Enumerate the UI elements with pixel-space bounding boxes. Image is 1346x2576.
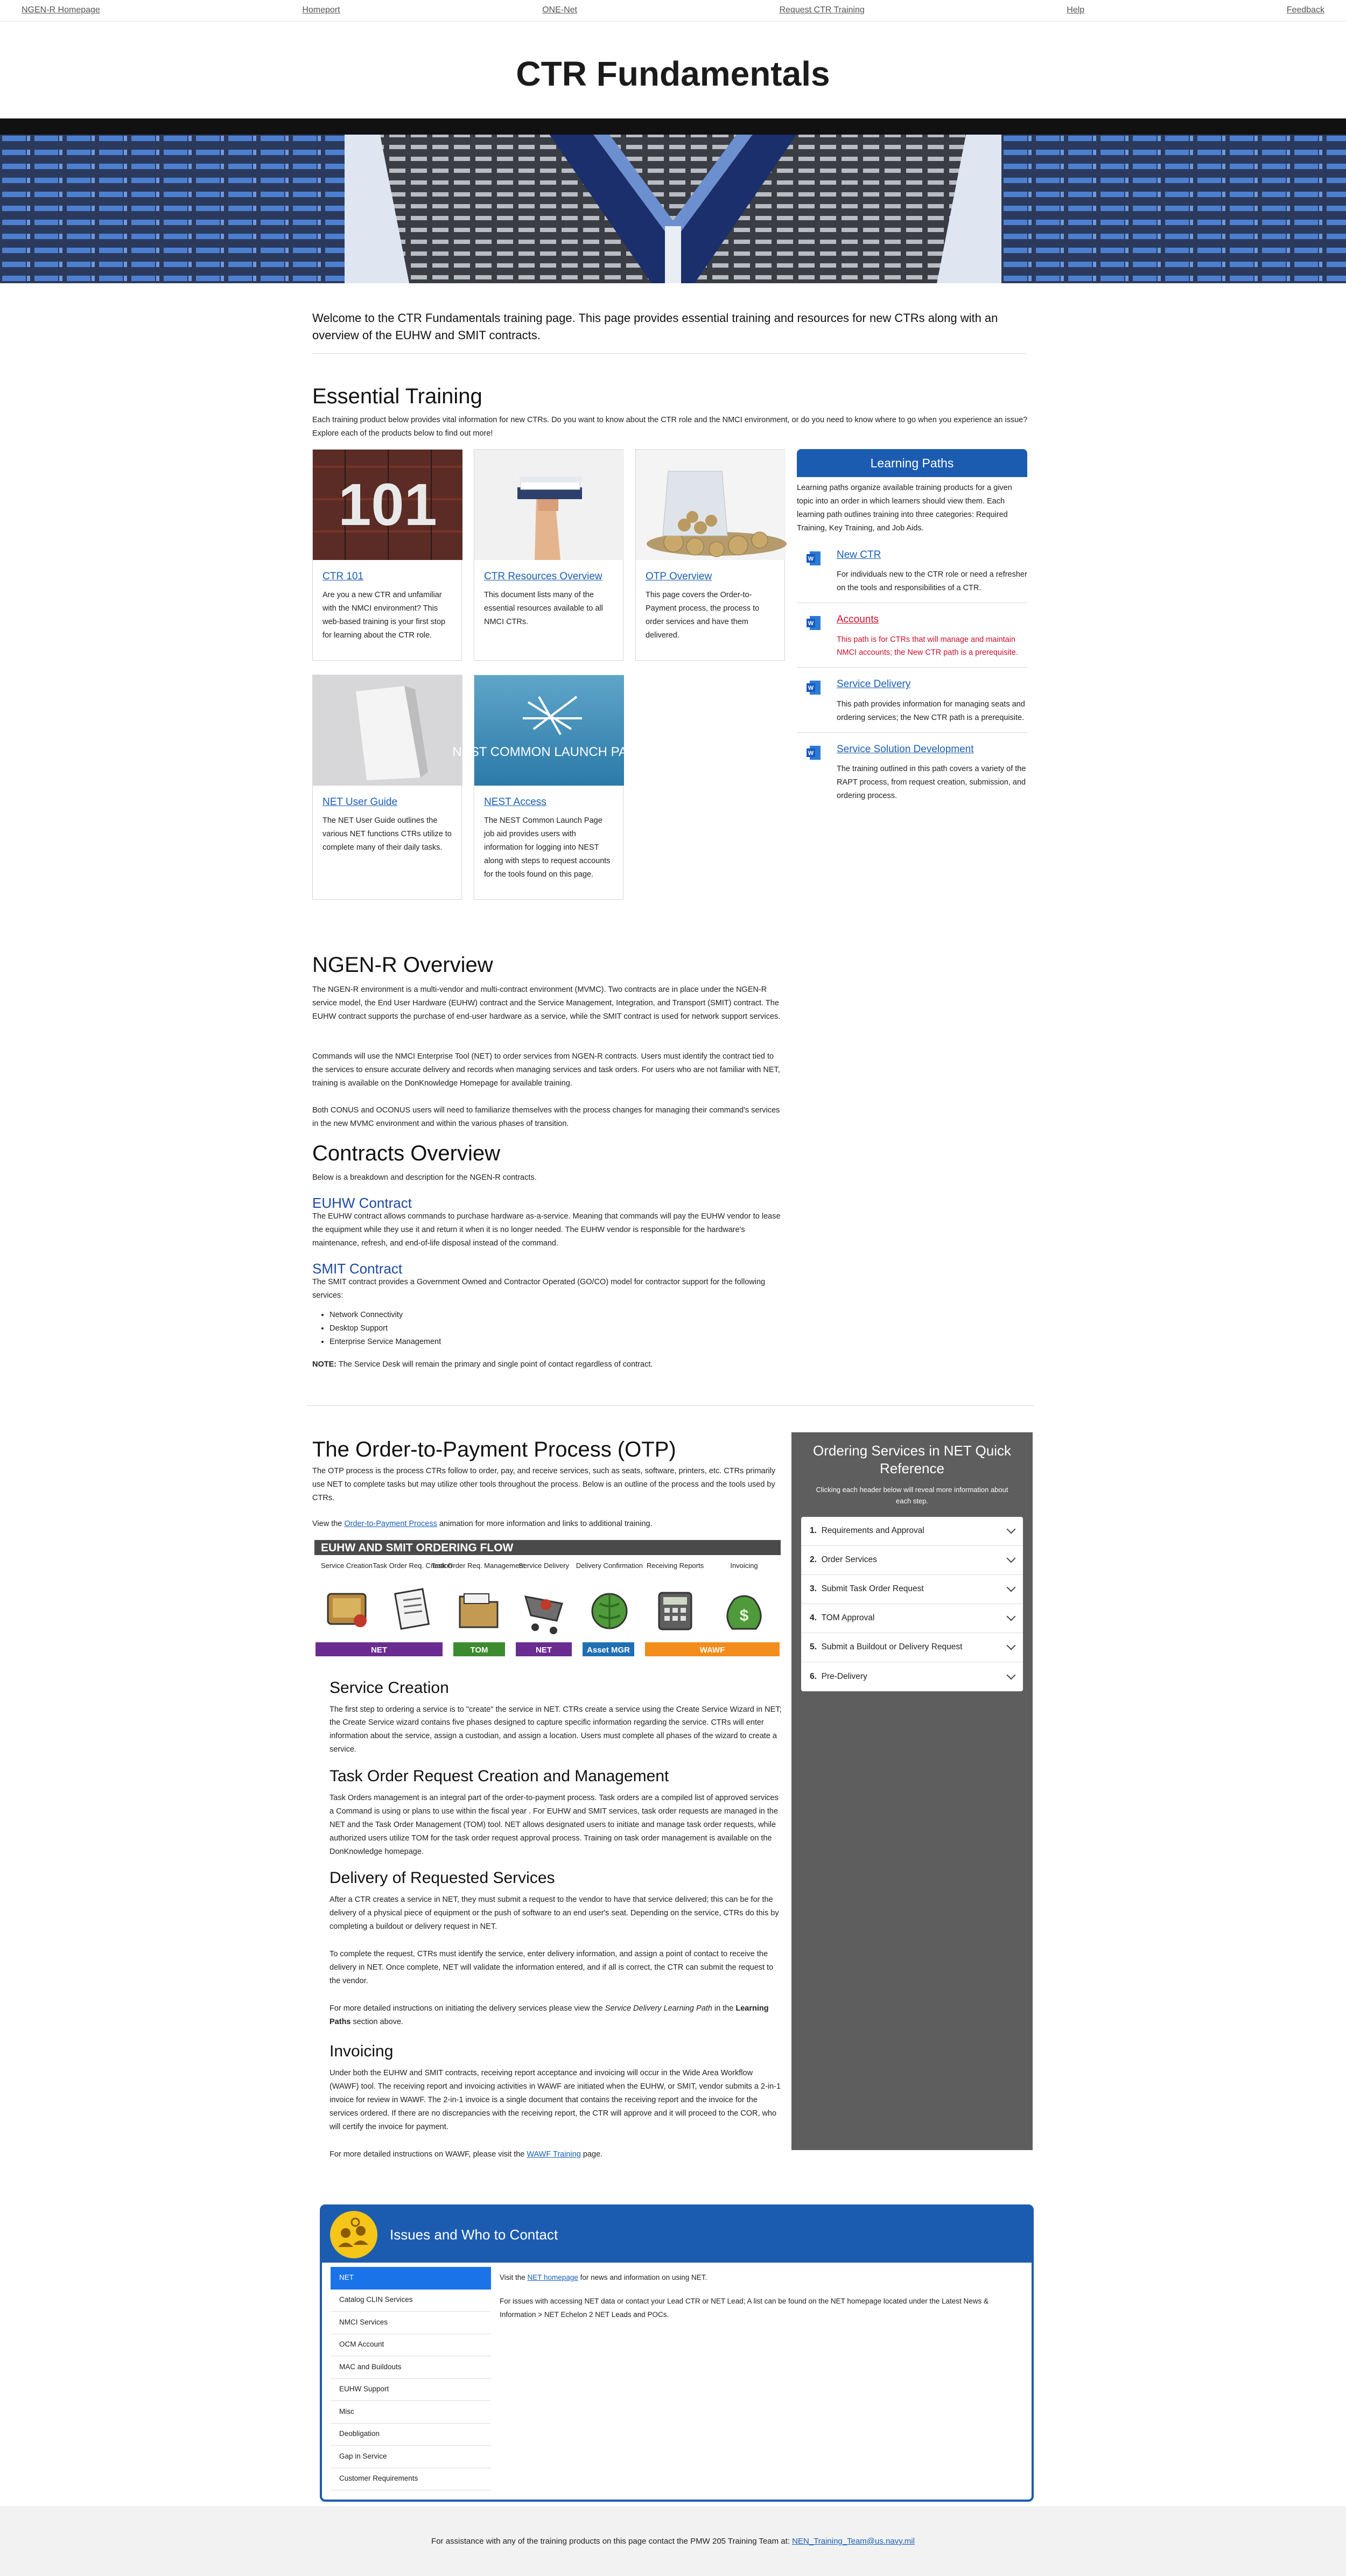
delivery-more-mid: in the [712,2004,736,2013]
ctr-resources-image [474,450,623,560]
euhw-heading: EUHW Contract [312,1195,412,1211]
ngen-overview-p1: The NGEN-R environment is a multi-vendor and multi-contract environment (MVMC). Two contracts are in place under the NGEN-R service model, the End User Hardware (EUHW) contract and the Service Management, Integration, and Transport (SMIT) contract. The EUHW contract supports the purchase of end-user hardware as a service, while the SMIT contract is used for network support services. [312,985,781,1021]
flow-step-label: Service Creation [320,1562,373,1570]
step-label: Submit Task Order Request [821,1584,924,1594]
card-title-otp-overview[interactable]: OTP Overview [646,571,712,582]
divider [307,1405,1034,1406]
accordion-item-buildout[interactable] [801,1633,1023,1662]
delivery-more-post: section above. [350,2017,404,2026]
card-text: This page covers the Order-to-Payment process, the process to order services and have them delivered. [646,591,760,640]
learning-paths-panel [797,449,1027,810]
intro-text: Welcome to the CTR Fundamentals training page. This page provides essential training and resources for new CTRs along with an overview of the EUHW and SMIT contracts. [312,311,998,342]
learning-path-new-ctr[interactable] [797,538,1027,603]
flow-step-label: Receiving Reports [646,1562,704,1570]
tool-label: NET [371,1646,387,1655]
learning-path-text: This path is for CTRs that will manage and maintain NMCI accounts; the New CTR path is a prerequisite. [837,635,1018,657]
note-text: The Service Desk will remain the primary and single point of contact regardless of contract. [338,1360,653,1369]
contact-tab-list [331,2267,491,2490]
chevron-down-icon [1007,1612,1016,1621]
top-nav [0,0,1346,22]
step-num: 6. [810,1671,817,1681]
card-otp-overview[interactable] [635,449,785,661]
card-ctr-101[interactable] [312,449,462,661]
note-label: NOTE: [312,1360,337,1369]
learning-path-title[interactable]: Accounts [837,614,879,626]
tab-mac-buildouts[interactable]: MAC and Buildouts [331,2356,491,2379]
learning-path-service-solution[interactable] [797,733,1027,810]
essential-training-heading: Essential Training [312,384,482,408]
step-label: TOM Approval [821,1613,875,1623]
card-title-ctr-resources[interactable]: CTR Resources Overview [484,571,602,582]
svg-text:W: W [808,685,814,692]
learning-paths-desc: Learning paths organize available training products for a given topic into an order in which learners should view them. Each learning path outlines training into three categories: Required Training, Key Training, and Job Aids. [797,484,1012,533]
smit-heading: SMIT Contract [312,1261,403,1277]
card-nest-access[interactable] [452,675,646,900]
nav-link-help[interactable]: Help [1067,5,1085,15]
flow-step-label: Delivery Confirmation [576,1562,643,1570]
footer-email-link[interactable]: NEN_Training_Team@us.navy.mil [792,2537,915,2546]
word-doc-icon [805,615,822,631]
accordion-item-order-services[interactable] [801,1546,1023,1575]
learning-path-title[interactable]: New CTR [837,549,881,561]
card-title-net-user-guide[interactable]: NET User Guide [323,796,398,808]
word-doc-icon [805,745,822,761]
section-text: After a CTR creates a service in NET, they must submit a request to the vendor to have that service delivered; this can be for the delivery of a physical piece of equipment or the push of software to an end user's seat. Depending on the service, CTRs do this by completing a buildout or delivery request in NET. [330,1895,779,1931]
smit-services-list [330,1308,653,1349]
nav-link-one-net[interactable]: ONE-Net [542,5,577,15]
ngen-overview-p2: Commands will use the NMCI Enterprise Tool (NET) to order services from NGEN-R contracts. Users must identify the contract tied to the services to ensure accurate delivery and records when managing services and task orders. For users who are not familiar with NET, training is available on the DonKnowledge Homepage for available training. [312,1052,780,1088]
section-text: The first step to ordering a service is to "create" the service in NET. CTRs create a service using the Create Service Wizard in NET; the Create Service wizard contains five phases designed to capture specific information regarding the service. CTRs will enter information about the service, assign a custodian, and assign a location. Users must complete all phases of the wizard to create a service. [330,1705,782,1754]
quick-reference-title: Ordering Services in NET Quick Reference [813,1443,1011,1476]
section-title-delivery: Delivery of Requested Services [330,1869,555,1887]
tab-misc[interactable]: Misc [331,2401,491,2424]
flow-step-label: Task Order Req. Creation [373,1562,452,1570]
step-num: 1. [810,1526,817,1536]
contracts-heading: Contracts Overview [312,1142,500,1165]
essential-training-desc: Each training product below provides vital information for new CTRs. Do you want to know about the CTR role and the NMCI environment, or do you need to know where to go when you experience an issue? Explore each of the products below to find out more! [312,416,1028,438]
section-text: Task Orders management is an integral part of the order-to-payment process. Task orders are a compiled list of approved services a Command is using or plans to use within the fiscal year . For EUHW and SMIT services, task order requests are managed in the NET and the Task Order Management (TOM) tool. NET allows designated users to initiate and manage task order requests, while authorized users utilize TOM for the task order request approval process. Training on task order management is available on the DonKnowledge homepage. [330,1793,779,1856]
tab-nmci-services[interactable]: NMCI Services [331,2312,491,2334]
cart-icon [525,1597,562,1634]
nest-image-text: NEST COMMON LAUNCH PAGE [452,745,646,759]
card-ctr-resources[interactable] [474,449,623,661]
contact-panel [320,2204,1034,2502]
people-gears-icon [330,2210,378,2259]
quick-reference-panel [791,1432,1033,2150]
card-net-user-guide[interactable] [312,675,462,900]
step-num: 4. [810,1613,817,1623]
learning-path-accounts[interactable] [797,603,1027,668]
learning-path-text: This path provides information for managing seats and ordering services; the New CTR path is a prerequisite. [837,699,1025,722]
chevron-down-icon [1007,1525,1016,1534]
flow-step-label: Service Delivery [518,1562,569,1570]
card-title-ctr-101[interactable]: CTR 101 [323,571,364,582]
section-title-task-order: Task Order Request Creation and Management [330,1767,669,1786]
footer [0,2506,1346,2576]
quick-reference-desc: Clicking each header below will reveal more information about each step. [816,1486,1008,1505]
section-text: To complete the request, CTRs must identify the service, enter delivery information, and assign a point of contact to receive the delivery in NET. Once complete, NET will validate the information entered, and if all is correct, the CTR can submit the request to the vendor. [330,1949,774,1985]
smit-text: The SMIT contract provides a Government Owned and Contractor Operated (GO/CO) model for contractor support for the following services: [312,1278,766,1300]
hero-banner-image [0,118,1346,283]
euhw-text: The EUHW contract allows commands to purchase hardware as-a-service. Meaning that commands will pay the EUHW vendor to lease the equipment while they use it and return it when it is no longer needed. The EUHW vendor is responsible for the hardware's maintenance, refresh, and end-of-life disposal instead of the command. [312,1212,781,1248]
nav-link-request-training[interactable]: Request CTR Training [779,5,865,15]
page-title: CTR Fundamentals [516,54,830,93]
wawf-pre: For more detailed instructions on WAWF, please visit the [330,2150,527,2159]
otp-view-post: animation for more information and links to additional training. [437,1520,653,1528]
otp-desc: The OTP process is the process CTRs follow to order, pay, and receive services, such as seats, software, printers, etc. CTRs primarily use NET to complete tasks but may utilize other tools throughout the process. Below is an outline of the process and the tools used by CTRs. [312,1467,776,1502]
card-text: The NEST Common Launch Page job aid provides users with information for logging into NEST along with steps to request accounts for the tools found on this page. [484,816,611,879]
word-doc-icon [805,550,822,566]
learning-path-text: For individuals new to the CTR role or need a refresher on the tools and responsibilities of a CTR. [837,570,1027,593]
monitor-icon [328,1594,367,1627]
folder-icon [460,1594,497,1627]
wawf-post: page. [580,2150,603,2159]
section-text: Under both the EUHW and SMIT contracts, receiving report acceptance and invoicing will occur in the Wide Area Workflow (WAWF) tool. The receiving report and invoicing activities in WAWF are initiated when the EUHW, or SMIT, vendor submits a 2-in-1 invoice for review in WAWF. The 2-in-1 invoice is a single document that contains the receiving report and the invoice for the services ordered. If there are no discrepancies with the receiving report, the CTR will approve and it will proceed to the COR, who will certify the invoice for payment. [330,2068,781,2131]
tool-label: TOM [470,1646,488,1655]
card-text: This document lists many of the essential resources available to all NMCI CTRs. [484,591,603,627]
net-user-guide-image [313,675,461,786]
tab-customer-requirements[interactable]: Customer Requirements [331,2468,491,2491]
ngen-overview-heading: NGEN-R Overview [312,953,493,977]
document-icon [395,1589,429,1629]
contracts-note [312,1358,786,1371]
svg-text:$: $ [739,1607,749,1625]
footer-text: For assistance with any of the training products on this page contact the PMW 205 Training Team at: [431,2537,793,2546]
flow-banner: EUHW AND SMIT ORDERING FLOW [321,1542,514,1554]
contact-p1-pre: Visit the [500,2273,528,2281]
chevron-down-icon [1007,1641,1016,1650]
step-num: 5. [810,1642,817,1652]
step-label: Pre-Delivery [821,1671,867,1681]
step-num: 3. [810,1584,817,1594]
otp-overview-image [636,450,784,560]
otp-animation-link[interactable]: Order-to-Payment Process [344,1520,437,1528]
nav-link-ngen-homepage[interactable]: NGEN-R Homepage [22,5,100,15]
calculator-icon [659,1593,691,1629]
nav-link-feedback[interactable]: Feedback [1286,5,1324,15]
otp-view-line [312,1517,786,1531]
money-bag-icon [727,1596,761,1629]
tab-ocm-account[interactable]: OCM Account [331,2334,491,2357]
section-title-service-creation: Service Creation [330,1679,449,1697]
svg-text:W: W [808,620,814,627]
card-text: The NET User Guide outlines the various NET functions CTRs utilize to complete many of their daily tasks. [323,816,452,852]
delivery-more-em: Service Delivery Learning Path [605,2004,712,2013]
nest-access-image [452,675,646,786]
ngen-overview-p3: Both CONUS and OCONUS users will need to familiarize themselves with the process changes for managing their command's services in the new MVMC environment and within the various phases of transition. [312,1106,780,1128]
otp-sections [330,1676,782,2161]
contact-tab-panel [500,2271,1022,2321]
tab-catalog-clin[interactable]: Catalog CLIN Services [331,2290,491,2312]
section-title-invoicing: Invoicing [330,2042,394,2061]
list-item: • Network Connectivity [330,1308,653,1322]
step-label: Requirements and Approval [821,1526,924,1536]
step-num: 2. [810,1555,817,1565]
ordering-flow-diagram [314,1540,781,1671]
tab-gap-in-service[interactable]: Gap in Service [331,2446,491,2468]
flow-step-label: Invoicing [730,1562,758,1570]
chevron-down-icon [1007,1554,1016,1563]
delivery-more-line [330,2002,782,2029]
otp-view-pre: View the [312,1520,345,1528]
step-label: Order Services [821,1555,877,1565]
divider [312,353,1026,354]
ctr-101-image [313,450,461,560]
tool-label: NET [536,1646,552,1655]
contact-p2: For issues with accessing NET data or contact your Lead CTR or NET Lead; A list can be found on the NET homepage located under the Latest News & Information > NET Echelon 2 NET Leads and POCs. [500,2297,989,2319]
accordion-item-tom-approval[interactable] [801,1604,1023,1633]
contact-p1 [500,2271,1022,2284]
ctr-101-image-text: 101 [338,472,437,538]
learning-paths-heading: Learning Paths [797,449,1027,477]
list-item: • Enterprise Service Management [330,1335,653,1349]
tool-label: Asset MGR [586,1646,630,1655]
contracts-desc: Below is a breakdown and description for the NGEN-R contracts. [312,1173,537,1182]
word-doc-icon [805,680,822,696]
learning-path-text: The training outlined in this path covers a variety of the RAPT process, from request creation, submission, and ordering process. [837,765,1026,800]
wawf-line [330,2148,782,2161]
tab-euhw-support[interactable]: EUHW Support [331,2379,491,2402]
contact-title: Issues and Who to Contact [390,2226,558,2243]
globe-icon [592,1594,627,1628]
tab-net[interactable]: NET [331,2267,491,2290]
flow-step-label: Task Order Req. Management [431,1562,525,1570]
delivery-more-strong: Learning Paths [330,2004,769,2026]
nav-link-homeport[interactable]: Homeport [302,5,340,15]
step-label: Submit a Buildout or Delivery Request [821,1642,963,1652]
card-title-nest-access[interactable]: NEST Access [484,796,546,808]
chevron-down-icon [1007,1583,1016,1592]
learning-path-title[interactable]: Service Delivery [837,678,911,690]
quick-reference-accordion [801,1517,1023,1691]
accordion-item-pre-delivery[interactable] [801,1662,1023,1691]
otp-heading: The Order-to-Payment Process (OTP) [312,1438,676,1461]
accordion-item-requirements[interactable] [801,1517,1023,1546]
contact-p1-post: for news and information on using NET. [578,2273,707,2281]
svg-text:W: W [808,555,814,562]
wawf-training-link[interactable]: WAWF Training [527,2150,581,2159]
tool-label: WAWF [699,1646,725,1655]
card-text: Are you a new CTR and unfamiliar with the NMCI environment? This web-based training is your first stop for learning about the CTR role. [323,591,446,640]
tab-deobligation[interactable]: Deobligation [331,2424,491,2446]
net-homepage-link[interactable]: NET homepage [527,2273,578,2281]
chevron-down-icon [1007,1670,1016,1679]
svg-text:W: W [808,750,814,757]
list-item: • Desktop Support [330,1322,653,1335]
contact-header [322,2207,1032,2263]
learning-path-service-delivery[interactable] [797,668,1027,732]
learning-path-title[interactable]: Service Solution Development [837,743,974,755]
delivery-more-pre: For more detailed instructions on initiating the delivery services please view the [330,2004,605,2013]
accordion-item-submit-task-order[interactable] [801,1575,1023,1604]
